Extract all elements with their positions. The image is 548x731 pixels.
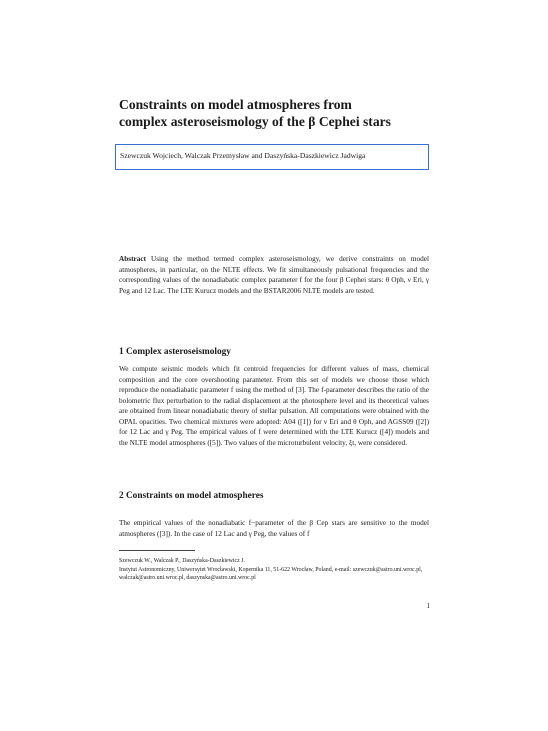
abstract-text: Using the method termed complex asteroseismology, we derive constraints on model atmospheres, in particular, on the NLTE effects. We fit simultaneously pulsational frequencies and the corresponding values of the nonadiabatic complex parameter f for the four β Cephei stars: θ Oph, ν Eri, γ Peg and 12 Lac. The LTE Kurucz models and the BSTAR2006 NLTE models are tested.	[119, 255, 429, 295]
abstract	[119, 254, 429, 296]
footnote-authors: Szewczuk W., Walczak P., Daszyńska-Daszkiewicz J.	[119, 558, 246, 564]
footnote-rule	[119, 550, 195, 551]
paper-title	[119, 96, 429, 130]
author-list: Szewczuk Wojciech, Walczak Przemysław and Daszyńska-Daszkiewicz Jadwiga	[115, 144, 429, 170]
title-line-1: Constraints on model atmospheres from	[119, 97, 352, 112]
page-number: 1	[426, 602, 430, 610]
abstract-label: Abstract	[119, 255, 146, 263]
section-2-text: The empirical values of the nonadiabatic f−parameter of the β Cep stars are sensitive to the model atmospheres ([3]). In the case of 12 Lac and γ Peg, the values of f	[119, 519, 429, 538]
footnote	[119, 557, 429, 583]
section-2-heading: 2 Constraints on model atmospheres	[119, 491, 264, 501]
section-1-text: We compute seismic models which fit centroid frequencies for different values of mass, chemical composition and the core overshooting parameter. From this set of models we choose those which reproduce the nonadiabatic parameter f using the method of [3]. The f-parameter describes the ratio of the bolometric flux perturbation to the radial displacement at the photosphere level and its theoretical values are obtained from linear nonadiabatic theory of stellar pulsation. All computations were obtained with the OPAL opacities. Two chemical mixtures were adopted: A04 ([1]) for ν Eri and θ Oph, and AGSS09 ([2]) for 12 Lac and γ Peg. The empirical values of f were determined with the LTE Kurucz ([4]) models and the NLTE model atmospheres ([5]). Two values of the microturbulent velocity, ξt, were considered.	[119, 365, 429, 447]
title-line-2: complex asteroseismology of the β Cephei stars	[119, 114, 391, 129]
section-1-heading: 1 Complex asteroseismology	[119, 347, 231, 357]
footnote-affiliation: Instytut Astronomiczny, Uniwersytet Wrocławski, Kopernika 11, 51-622 Wrocław, Poland, e-mail: szewczuk@astro.uni.wroc.pl, walczak@astro.uni.wroc.pl, daszynska@astro.uni.wroc.pl	[119, 566, 423, 582]
